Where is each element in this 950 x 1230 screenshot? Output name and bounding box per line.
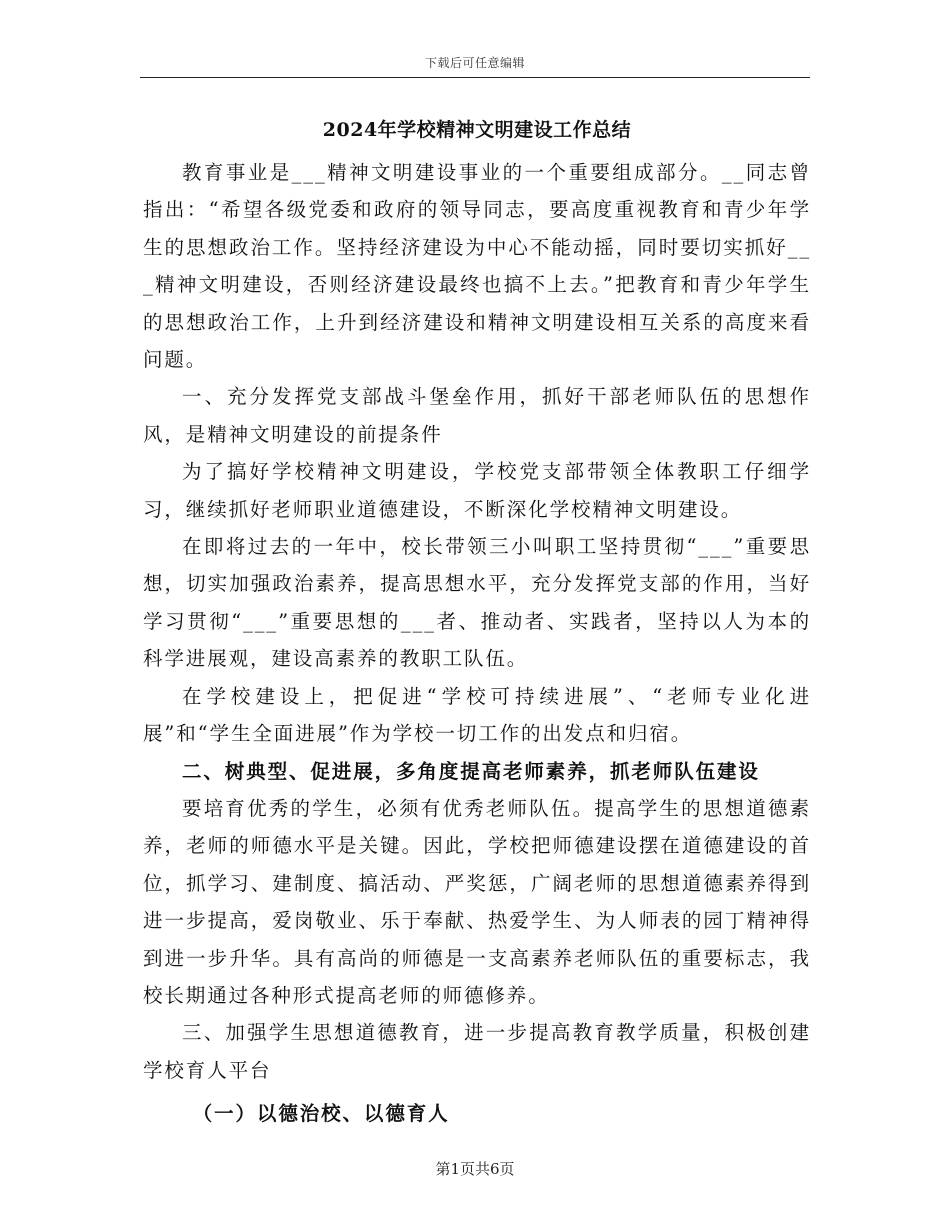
section-heading-2: 二、树典型、促进展，多角度提高老师素养，抓老师队伍建设 xyxy=(182,759,760,783)
section-heading-3: 三、加强学生思想道德教育，进一步提高教育教学质量，积极创建学校育人平台 xyxy=(143,1021,811,1082)
paragraph-section2: 要培育优秀的学生，必须有优秀老师队伍。提高学生的思想道德素养，老师的师德水平是关键。因此，学校把师德建设摆在道德建设的首位，抓学习、建制度、搞活动、严奖惩，广阔老师的思想道德素养得到进一步提高，爱岗敬业、乐于奉献、热爱学生、为人师表的园丁精神得到进一步升华。具有高尚的师德是一支高素养老师队伍的重要标志，我校长期通过各种形式提高老师的师德修养。 xyxy=(143,796,811,1007)
paragraph-intro: 教育事业是___精神文明建设事业的一个重要组成部分。__同志曾指出：“希望各级党委和政府的领导同志，要高度重视教育和青少年学生的思想政治工作。坚持经济建设为中心不能动摇，同时要切实抓好___精神文明建设，否则经济建设最终也搞不上去。”把教育和青少年学生的思想政治工作，上升到经济建设和精神文明建设相互关系的高度来看问题。 xyxy=(143,161,811,372)
page-indicator: 第1页共6页 xyxy=(435,1160,515,1178)
header-divider xyxy=(140,77,810,78)
paragraph-section1-b: 在即将过去的一年中，校长带领三小叫职工坚持贯彻“___”重要思想，切实加强政治素养，提高思想水平，充分发挥党支部的作用，当好学习贯彻“___”重要思想的___者、推动者、实践者，坚持以人为本的科学进展观，建设高素养的教职工队伍。 xyxy=(143,535,811,671)
document-body xyxy=(143,110,811,1133)
paragraph-section1-c: 在学校建设上，把促进“学校可持续进展”、“老师专业化进展”和“学生全面进展”作为学校一切工作的出发点和归宿。 xyxy=(143,684,811,746)
paragraph-section1-a: 为了搞好学校精神文明建设，学校党支部带领全体教职工仔细学习，继续抓好老师职业道德建设，不断深化学校精神文明建设。 xyxy=(143,460,811,521)
document-title: 2024年学校精神文明建设工作总结 xyxy=(322,119,632,141)
section-heading-1: 一、充分发挥党支部战斗堡垒作用，抓好干部老师队伍的思想作风，是精神文明建设的前提条件 xyxy=(143,385,811,446)
subsection-heading-1: （一）以德治校、以德育人 xyxy=(192,1102,450,1126)
header-note: 下载后可任意编辑 xyxy=(424,56,525,70)
